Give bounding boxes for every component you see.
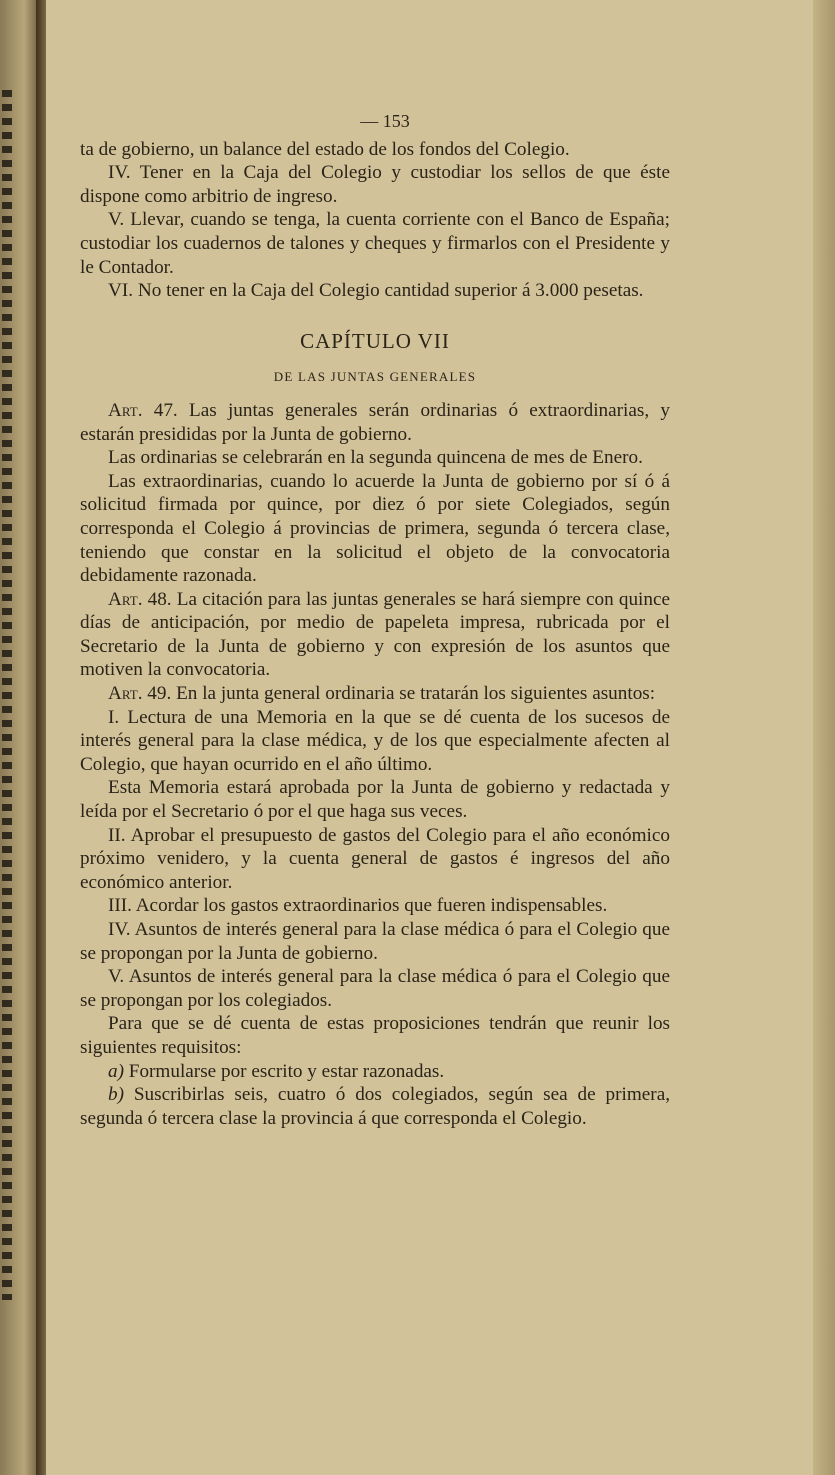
paragraph: IV. Tener en la Caja del Colegio y custodiar los sellos de que éste dispone como arbitrio de ingreso. bbox=[80, 162, 670, 207]
article-48 bbox=[80, 588, 670, 682]
article-49 bbox=[80, 682, 670, 706]
paragraph: Las ordinarias se celebrarán en la segunda quincena de mes de Enero. bbox=[108, 447, 643, 469]
requirement-a bbox=[80, 1060, 670, 1084]
decorative-border-strip bbox=[2, 90, 12, 1300]
article-label: Art. 48. bbox=[108, 588, 172, 610]
article-47 bbox=[80, 399, 670, 446]
article-label: Art. 49. bbox=[108, 683, 172, 705]
requirement-label: a) bbox=[108, 1060, 124, 1082]
page-number: — 153 bbox=[360, 111, 410, 131]
article-text: La citación para las juntas generales se hará siempre con quince días de anticipación, por medio de papeleta impresa, rubricada por el Secretario de la Junta de gobierno y con expresión de los asuntos que motiven la convocatoria. bbox=[80, 588, 671, 681]
paragraph: Para que se dé cuenta de estas proposiciones tendrán que reunir los siguientes requisitos: bbox=[80, 1013, 670, 1058]
page-body bbox=[80, 110, 670, 1130]
paragraph: Las extraordinarias, cuando lo acuerde la Junta de gobierno por sí ó á solicitud firmada por quince, por diez ó por siete Colegiados, según corresponda el Colegio á provincias de primera, segunda ó tercera clase, teniendo que constar en la solicitud el objeto de la convocatoria debidamente razonada. bbox=[80, 470, 670, 587]
page-fold-shadow bbox=[36, 0, 46, 1475]
article-label: Art. 47. bbox=[108, 399, 178, 421]
article-text: Las juntas generales serán ordinarias ó extraordinarias, y estarán presididas por la Junta de gobierno. bbox=[80, 399, 670, 445]
requirement-b bbox=[80, 1083, 670, 1130]
requirement-text: Suscribirlas seis, cuatro ó dos colegiados, según sea de primera, segunda ó tercera clase la provincia á que corresponda el Colegio. bbox=[80, 1084, 671, 1129]
chapter-subtitle: DE LAS JUNTAS GENERALES bbox=[273, 369, 477, 385]
list-item: III. Acordar los gastos extraordinarios que fueren indispensables. bbox=[108, 895, 608, 917]
requirement-text: Formularse por escrito y estar razonadas. bbox=[128, 1060, 445, 1082]
requirement-label: b) bbox=[108, 1084, 124, 1106]
article-text: En la junta general ordinaria se tratarán los siguientes asuntos: bbox=[176, 683, 656, 705]
list-item: IV. Asuntos de interés general para la clase médica ó para el Colegio que se propongan por la Junta de gobierno. bbox=[80, 919, 670, 964]
chapter-title: CAPÍTULO VII bbox=[300, 328, 450, 353]
paragraph: V. Llevar, cuando se tenga, la cuenta corriente con el Banco de España; custodiar los cuadernos de talones y cheques y firmarlos con el Presidente y le Contador. bbox=[80, 209, 670, 278]
page-right-edge bbox=[813, 0, 835, 1475]
list-item: I. Lectura de una Memoria en la que se dé cuenta de los sucesos de interés general para la clase médica, y de los que especialmente afecten al Colegio, que hayan ocurrido en el año último. bbox=[80, 706, 670, 775]
paragraph: VI. No tener en la Caja del Colegio cantidad superior á 3.000 pesetas. bbox=[108, 280, 644, 302]
list-item: V. Asuntos de interés general para la clase médica ó para el Colegio que se propongan por los colegiados. bbox=[80, 966, 670, 1011]
list-item: II. Aprobar el presupuesto de gastos del Colegio para el año económico próximo venidero, y la cuenta general de gastos é ingresos del año económico anterior. bbox=[80, 824, 670, 893]
paragraph: Esta Memoria estará aprobada por la Junta de gobierno y redactada y leída por el Secretario ó por el que haga sus veces. bbox=[80, 777, 670, 823]
paragraph: ta de gobierno, un balance del estado de los fondos del Colegio. bbox=[80, 138, 570, 160]
